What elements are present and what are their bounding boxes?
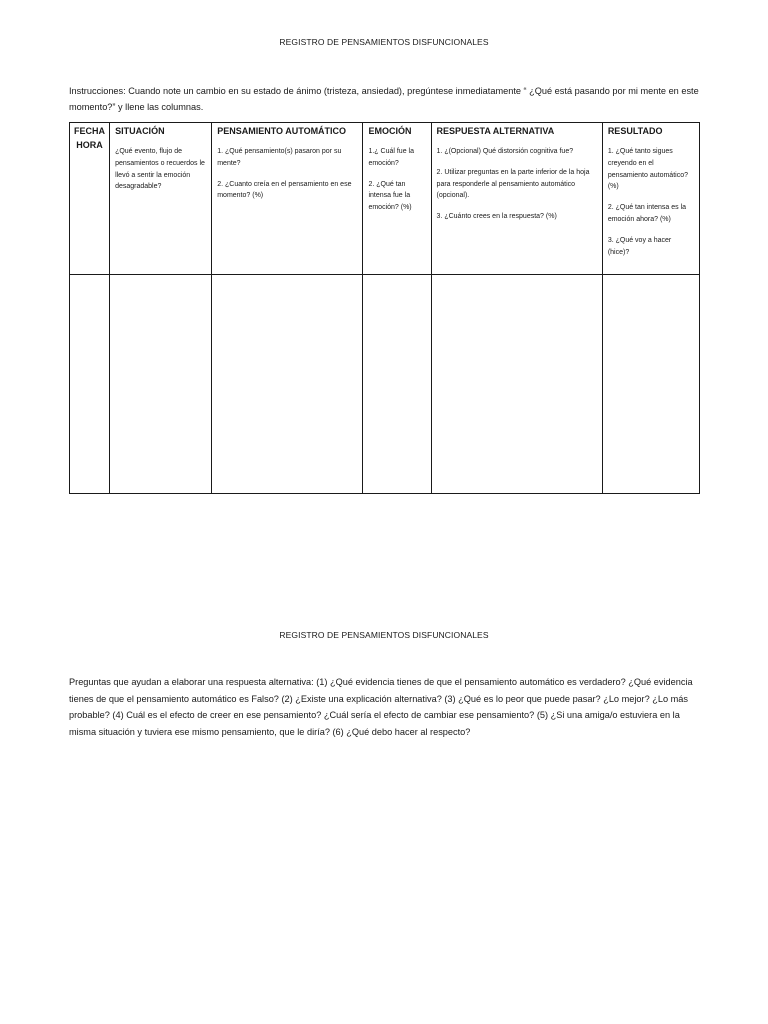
page-title: REGISTRO DE PENSAMIENTOS DISFUNCIONALES <box>279 37 489 47</box>
column-pensamiento-automatico <box>212 123 363 275</box>
respuesta-question-2: 2. Utilizar preguntas en la parte inferior de la hoja para responderle al pensamiento automático (opcional). <box>436 168 590 200</box>
pensamiento-question-1: 1. ¿Qué pensamiento(s) pasaron por su mente? <box>217 148 342 167</box>
table-row <box>70 275 700 494</box>
fecha-hora-entry-cell[interactable] <box>70 275 110 494</box>
section-title: REGISTRO DE PENSAMIENTOS DISFUNCIONALES <box>279 630 489 640</box>
column-emocion <box>363 123 431 275</box>
resultado-entry-cell[interactable] <box>602 275 699 494</box>
respuesta-question-3: 3. ¿Cuánto crees en la respuesta? (%) <box>436 213 557 221</box>
column-header-resultado: RESULTADO <box>607 126 663 136</box>
emocion-entry-cell[interactable] <box>363 275 431 494</box>
column-header-emocion: EMOCIÓN <box>368 126 412 136</box>
column-header-pensamiento-automatico: PENSAMIENTO AUTOMÁTICO <box>217 126 347 136</box>
column-respuesta-alternativa <box>431 123 602 275</box>
resultado-question-3: 3. ¿Qué voy a hacer (hice)? <box>607 236 672 256</box>
resultado-question-1: 1. ¿Qué tanto sigues creyendo en el pensamiento automático? (%) <box>607 148 688 191</box>
pensamiento-entry-cell[interactable] <box>212 275 363 494</box>
column-fecha-hora <box>70 123 110 275</box>
emocion-question-2: 2. ¿Qué tan intensa fue la emoción? (%) <box>368 180 412 212</box>
column-resultado <box>602 123 699 275</box>
pensamiento-question-2: 2. ¿Cuanto creía en el pensamiento en ese momento? (%) <box>217 180 352 200</box>
column-situacion <box>110 123 212 275</box>
column-header-fecha-hora: FECHA HORA <box>74 126 106 150</box>
situacion-question: ¿Qué evento, flujo de pensamientos o recuerdos le llevó a sentir la emoción desagradable? <box>115 148 205 191</box>
table-header-row <box>70 123 700 275</box>
instructions-text: Instrucciones: Cuando note un cambio en su estado de ánimo (tristeza, ansiedad), pregúntese inmediatamente “ ¿Qué está pasando por mi mente en este momento?” y llene las columnas. <box>69 86 699 112</box>
respuesta-entry-cell[interactable] <box>431 275 602 494</box>
situacion-entry-cell[interactable] <box>110 275 212 494</box>
column-header-situacion: SITUACIÓN <box>115 126 165 136</box>
emocion-question-1: 1.¿ Cuál fue la emoción? <box>368 148 414 167</box>
column-header-respuesta-alternativa: RESPUESTA ALTERNATIVA <box>436 126 555 136</box>
respuesta-question-1: 1. ¿(Opcional) Qué distorsión cognitiva fue? <box>436 148 574 155</box>
resultado-question-2: 2. ¿Qué tan intensa es la emoción ahora? (%) <box>607 204 687 223</box>
helper-questions-text: Preguntas que ayudan a elaborar una respuesta alternativa: (1) ¿Qué evidencia tienes de que el pensamiento automático es verdadero? ¿Qué evidencia tienes de que el pensamiento automático es Falso? (2) ¿Existe una explicación alternativa? (3) ¿Qué es lo peor que puede pasar? ¿Lo mejor? ¿Lo más probable? (4) Cuál es el efecto de creer en ese pensamiento? ¿Cuál sería el efecto de cambiar ese pensamiento? (5) ¿Si una amiga/o estuviera en la misma situación y tuviera ese mismo pensamiento, que le diría? (6) ¿Qué debo hacer al respecto? <box>69 677 693 737</box>
thought-record-table <box>69 122 700 494</box>
